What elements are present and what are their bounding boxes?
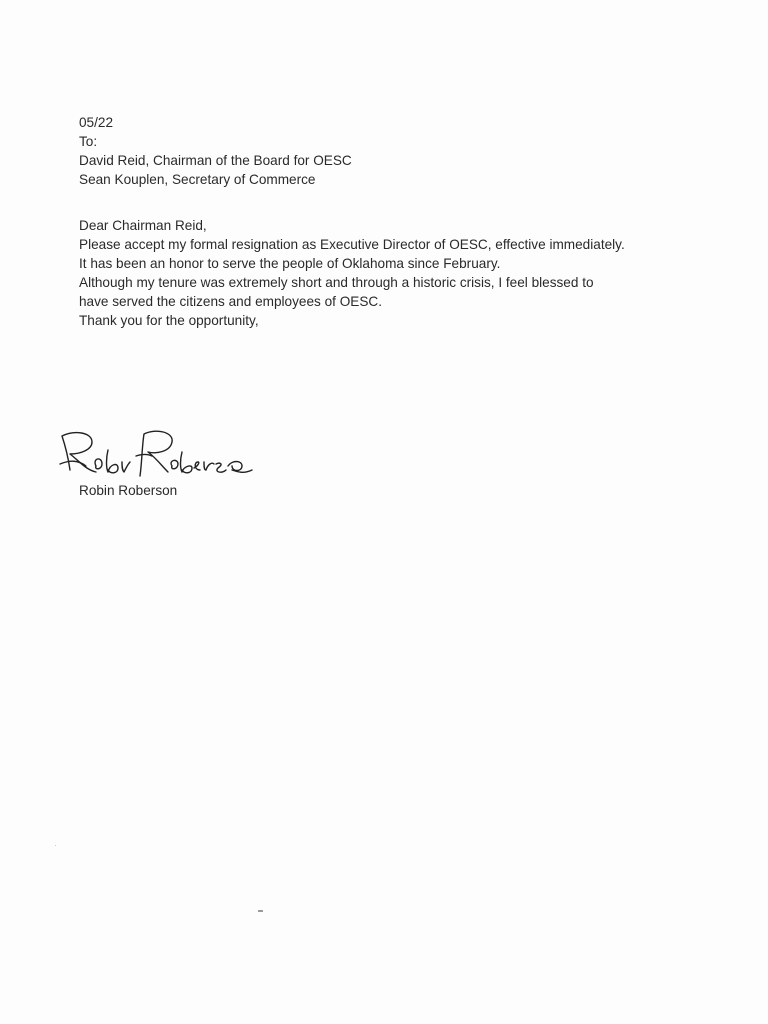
salutation: Dear Chairman Reid, (79, 218, 207, 233)
addressee-block (79, 132, 679, 189)
body-paragraph: Although my tenure was extremely short and through a historic crisis, I feel blessed to have served the citizens and employees of OESC. (79, 275, 594, 309)
recipient-line: David Reid, Chairman of the Board for OESC (79, 153, 352, 168)
letter-date: 05/22 (79, 115, 114, 130)
recipient-line: Sean Kouplen, Secretary of Commerce (79, 172, 316, 187)
to-label: To: (79, 134, 98, 149)
letter-body (79, 113, 679, 330)
handwritten-signature (56, 426, 256, 486)
signer-name: Robin Roberson (79, 483, 178, 498)
scan-speck (55, 845, 56, 846)
body-paragraph: Please accept my formal resignation as Executive Director of OESC, effective immediately. (79, 237, 625, 252)
closing-line: Thank you for the opportunity, (79, 313, 259, 328)
scan-speck (258, 910, 263, 912)
body-paragraph: It has been an honor to serve the people of Oklahoma since February. (79, 256, 501, 271)
